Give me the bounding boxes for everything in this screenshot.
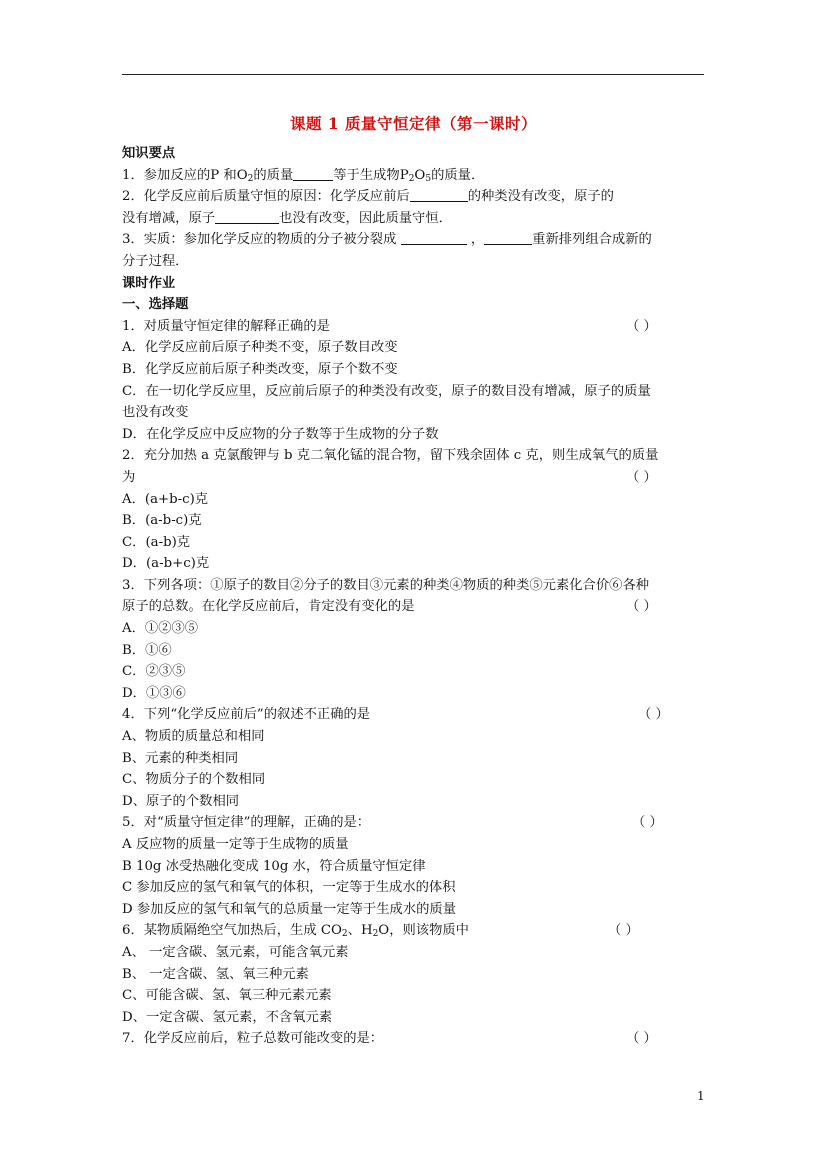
question-1-option-d: D．在化学反应中反应物的分子数等于生成物的分子数 — [122, 426, 439, 442]
fill-blank[interactable] — [293, 166, 333, 181]
question-4-option-c: C、物质分子的个数相同 — [122, 772, 266, 788]
question-2-stem-cont: 为 （ ） — [122, 467, 706, 489]
question-6-stem: 6．某物质隔绝空气加热后，生成 $CO_2$、$H_2O$，则该物质中 （ ） — [122, 920, 706, 942]
section-homework: 课时作业 — [122, 275, 176, 291]
fill-blank[interactable] — [401, 230, 467, 245]
question-3-option-c: C．②③⑤ — [122, 664, 186, 680]
question-5-option-b: B 10g 冰受热融化变成 10g 水，符合质量守恒定律 — [122, 858, 426, 874]
answer-paren[interactable]: （ ） — [632, 815, 663, 831]
question-3-stem-cont: 原子的总数。在化学反应前后，肯定没有变化的是 （ ） — [122, 596, 706, 618]
fill-blank[interactable] — [215, 209, 279, 224]
question-2-option-b: B．(a-b-c)克 — [122, 513, 202, 529]
answer-paren[interactable]: （ ） — [608, 923, 639, 939]
question-4-stem: 4．下列“化学反应前后”的叙述不正确的是 （ ） — [122, 704, 706, 726]
page-number: 1 — [697, 1089, 705, 1103]
question-5-option-d: D 参加反应的氢气和氧气的总质量一定等于生成水的质量 — [122, 901, 457, 917]
fill-blank[interactable] — [484, 230, 532, 245]
question-4-option-a: A、物质的质量总和相同 — [122, 729, 265, 745]
knowledge-item-2-line-2: 没有增减，原子 也没有改变，因此质量守恒． — [122, 210, 452, 226]
question-3-stem: 3．下列各项：①原子的数目②分子的数目③元素的种类④物质的种类⑤元素化合价⑥各种 — [122, 577, 650, 593]
question-2-option-a: A．(a+b-c)克 — [122, 491, 209, 507]
question-3-option-a: A．①②③⑤ — [122, 621, 199, 637]
question-5-option-a: A 反应物的质量一定等于生成物的质量 — [122, 837, 349, 852]
question-1-option-b: B．化学反应前后原子种类改变，原子个数不变 — [122, 361, 398, 377]
question-5-stem: 5．对“质量守恒定律”的理解，正确的是： （ ） — [122, 812, 706, 834]
question-2-stem: 2．充分加热 a 克氯酸钾与 b 克二氧化锰的混合物，留下残余固体 c 克，则生成氧气的质量 — [122, 448, 659, 464]
question-4-option-b: B、元素的种类相同 — [122, 750, 239, 766]
answer-paren[interactable]: （ ） — [626, 1031, 657, 1047]
answer-paren[interactable]: （ ） — [626, 469, 657, 485]
question-6-option-c: C、可能含碳、氢、氧三种元素元素 — [122, 988, 332, 1004]
knowledge-item-3-line-2: 分子过程． — [122, 253, 189, 269]
question-1-option-a: A．化学反应前后原子种类不变，原子数目改变 — [122, 340, 398, 356]
question-1-option-c: C．在一切化学反应里，反应前后原子的种类没有改变，原子的数目没有增减，原子的质量 — [122, 383, 651, 399]
question-1-option-c-cont: 也没有改变 — [122, 405, 189, 421]
question-6-option-d: D、一定含碳、氢元素，不含氧元素 — [122, 1009, 333, 1025]
answer-paren[interactable]: （ ） — [626, 318, 657, 334]
fill-blank[interactable] — [410, 187, 468, 202]
knowledge-item-1: 1．参加反应的P 和$O_2$的质量 等于生成物$P_2O_5$的质量． — [122, 167, 485, 184]
question-6-option-a: A、 一定含碳、氢元素，可能含氧元素 — [122, 944, 349, 960]
page-title: 课题 1 质量守恒定律（第一课时） — [289, 114, 538, 133]
section-choice: 一、选择题 — [122, 297, 189, 313]
knowledge-item-2-line-1: 2．化学反应前后质量守恒的原因：化学反应前后 的种类没有改变，原子的 — [122, 189, 614, 205]
question-5-option-c: C 参加反应的氢气和氧气的体积，一定等于生成水的体积 — [122, 880, 456, 896]
answer-paren[interactable]: （ ） — [638, 707, 669, 723]
question-2-option-c: C．(a-b)克 — [122, 534, 191, 550]
header-rule — [122, 74, 704, 75]
question-2-option-d: D．(a-b+c)克 — [122, 556, 210, 572]
section-knowledge: 知识要点 — [122, 146, 176, 161]
question-3-option-b: B．①⑥ — [122, 642, 172, 658]
document-body — [122, 143, 706, 1050]
question-3-option-d: D．①③⑥ — [122, 685, 186, 701]
answer-paren[interactable]: （ ） — [626, 599, 657, 615]
question-7-stem: 7．化学反应前后，粒子总数可能改变的是： （ ） — [122, 1028, 706, 1050]
knowledge-item-3-line-1: 3．实质：参加化学反应的物质的分子被分裂成 ， 重新排列组合成新的 — [122, 232, 652, 248]
question-1-stem: 1．对质量守恒定律的解释正确的是 （ ） — [122, 316, 706, 338]
question-4-option-d: D、原子的个数相同 — [122, 793, 240, 809]
question-6-option-b: B、 一定含碳、氢、氧三种元素 — [122, 966, 309, 982]
